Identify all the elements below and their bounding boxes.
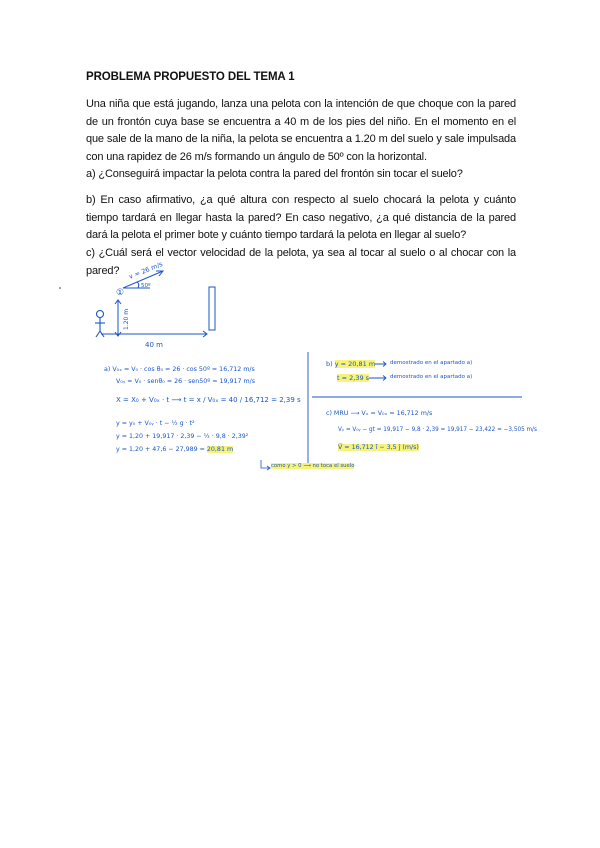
solution-a-line2: V₀ᵧ = V₀ · senθ₀ = 26 · sen50º = 19,917 m/s xyxy=(116,378,256,385)
question-b: b) En caso afirmativo, ¿a qué altura con respecto al suelo chocará la pelota y cuánto tiempo tardará en llegar hasta la pared? En caso negativo, ¿a qué distancia de la pared dará la pelota el primer bote y cuánto tiempo tardará la pelota en llegar al suelo? xyxy=(86,194,516,241)
solution-a-line6 xyxy=(116,446,233,453)
distance-arrow xyxy=(101,331,207,337)
launch-marker: ① xyxy=(116,288,125,298)
angle-label: 50º xyxy=(141,283,151,289)
child-figure xyxy=(95,311,105,338)
solution-b-y-note: demostrado en el apartado a) xyxy=(390,360,473,366)
speed-label: v = 26 m/s xyxy=(127,260,164,281)
problem-statement: Una niña que está jugando, lanza una pelota con la intención de que choque con la pared de un frontón cuya base se encuentra a 40 m de los pies del niño. En el momento en el que sale de la mano de la niña, la pelota se encuentra a 1.20 m del suelo y sale impulsada con una rapidez de 26 m/s formando un ángulo de 50º con la horizontal. xyxy=(86,98,516,163)
height-arrow xyxy=(115,300,121,336)
solution-b-y-row xyxy=(326,360,375,368)
question-c: c) ¿Cuál será el vector velocidad de la pelota, ya sea al tocar al suelo o al chocar con la pared? xyxy=(86,247,516,277)
solution-b-y-result: y = 20,81 m xyxy=(334,360,376,368)
solution-a-line3: X = X₀ + V₀ₓ · t ⟶ t = x / V₀ₓ = 40 / 16,712 = 2,39 s xyxy=(116,396,301,404)
question-a: a) ¿Conseguirá impactar la pelota contra la pared del frontón sin tocar el suelo? xyxy=(86,168,463,180)
solution-b-t-note: demostrado en el apartado a) xyxy=(390,374,473,380)
solution-b-label: b) xyxy=(326,360,335,368)
solution-a-result: 20,81 m xyxy=(206,446,234,453)
solution-a-line1: a) V₀ₓ = V₀ · cos θ₀ = 26 · cos 50º = 16,712 m/s xyxy=(104,366,255,373)
solution-b-t-result: t = 2,39 s xyxy=(337,374,370,382)
margin-dot xyxy=(59,287,61,289)
distance-label: 40 m xyxy=(145,341,163,349)
solution-a-line4: y = y₀ + V₀ᵧ · t − ½ g · t² xyxy=(116,420,195,427)
solution-a-line5: y = 1,20 + 19,917 · 2,39 − ½ · 9,8 · 2,39² xyxy=(116,433,249,440)
solution-c-vector: V⃗ = 16,712 î − 3,5 ĵ (m/s) xyxy=(338,444,419,451)
height-label: 1.20 m xyxy=(123,308,130,330)
solution-a-line6-text: y = 1,20 + 47,6 − 27,989 = xyxy=(116,446,207,453)
solution-c-line1: c) MRU ⟶ Vₓ = V₀ₓ = 16,712 m/s xyxy=(326,410,433,417)
wall xyxy=(209,287,215,330)
solution-a-conclusion: como y > 0 ⟶ no toca el suelo xyxy=(271,463,355,469)
solution-c-line2: Vᵧ = V₀ᵧ − gt = 19,917 − 9,8 · 2,39 = 19,917 − 23,422 = −3,505 m/s xyxy=(338,427,537,433)
problem-title: PROBLEMA PROPUESTO DEL TEMA 1 xyxy=(86,71,295,83)
